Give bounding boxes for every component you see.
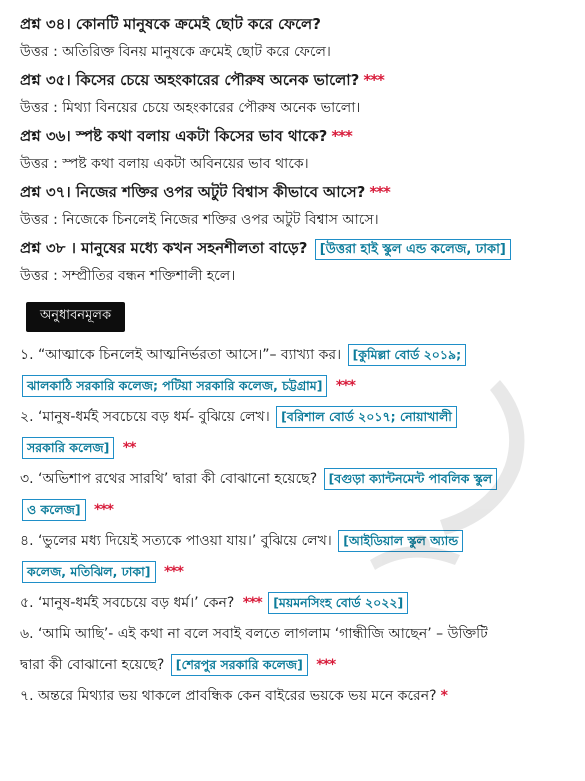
importance-stars: ***: [93, 502, 113, 518]
importance-stars: ***: [163, 564, 183, 580]
question-block-34: [20, 10, 568, 66]
answer-35: উত্তর : মিথ্যা বিনয়ের চেয়ে অহংকারের পৌরুষ অনেক ভালো।: [20, 100, 361, 116]
importance-stars: ***: [242, 595, 262, 611]
importance-stars: ***: [316, 657, 336, 673]
source-tag: [বগুড়া ক্যান্টনমেন্ট পাবলিক স্কুল: [324, 468, 497, 490]
document-page: [20, 10, 568, 712]
comprehension-item-3: [20, 464, 568, 526]
importance-stars: **: [122, 440, 136, 456]
source-tag: [আইডিয়াল স্কুল অ্যান্ড: [338, 530, 463, 552]
source-tag: [উত্তরা হাই স্কুল এন্ড কলেজ, ঢাকা]: [315, 239, 511, 260]
item-text: ২. ‘মানুষ-ধর্মই সবচেয়ে বড় ধর্ম- বুঝিয়ে লেখ।: [20, 409, 270, 425]
question-37-line: [20, 178, 568, 206]
importance-stars: ***: [369, 183, 390, 201]
item-text: ৪. ‘ভুলের মধ্য দিয়েই সত্যকে পাওয়া যায়।’ বুঝিয়ে লেখ।: [20, 533, 332, 549]
item-text: ৭. অন্তরে মিথ্যার ভয় থাকলে প্রাবন্ধিক কেন বাইরের ভয়কে ভয় মনে করেন?: [20, 688, 437, 704]
answer-38: উত্তর : সম্প্রীতির বন্ধন শক্তিশালী হলে।: [20, 268, 236, 284]
question-36-line: [20, 122, 568, 150]
importance-stars: ***: [335, 378, 355, 394]
comprehension-item-5: [20, 588, 568, 619]
item-text-cont: দ্বারা কী বোঝানো হয়েছে?: [20, 657, 165, 673]
answer-34: উত্তর : অতিরিক্ত বিনয় মানুষকে ক্রমেই ছোট করে ফেলে।: [20, 44, 331, 60]
question-block-35: [20, 66, 568, 122]
comprehension-item-2: [20, 402, 568, 464]
importance-stars: ***: [331, 127, 352, 145]
question-34: প্রশ্ন ৩৪। কোনটি মানুষকে ক্রমেই ছোট করে ফেলে?: [20, 15, 321, 33]
item-text: ৫. ‘মানুষ-ধর্মই সবচেয়ে বড় ধর্ম।’ কেন?: [20, 595, 235, 611]
question-block-36: [20, 122, 568, 178]
section-badge: অনুধাবনমূলক: [26, 302, 125, 332]
comprehension-item-1: [20, 340, 568, 402]
item-text: ৬. ‘আমি আছি’- এই কথা না বলে সবাই বলতে লাগলাম ‘গান্ধীজি আছেন’ – উক্তিটি: [20, 626, 488, 642]
comprehension-item-7: [20, 681, 568, 712]
question-38-line: [20, 234, 568, 262]
importance-stars: ***: [363, 71, 384, 89]
source-tag: [কুমিল্লা বোর্ড ২০১৯;: [348, 344, 467, 366]
comprehension-item-6: [20, 619, 568, 681]
question-35: প্রশ্ন ৩৫। কিসের চেয়ে অহংকারের পৌরুষ অনেক ভালো?: [20, 71, 360, 89]
answer-36: উত্তর : স্পষ্ট কথা বলায় একটা অবিনয়ের ভাব থাকে।: [20, 156, 309, 172]
answer-37: উত্তর : নিজেকে চিনলেই নিজের শক্তির ওপর অটুট বিশ্বাস আসে।: [20, 212, 379, 228]
source-tag: ঝালকাঠি সরকারি কলেজ; পটিয়া সরকারি কলেজ, চট্টগ্রাম]: [22, 375, 327, 397]
source-tag: ও কলেজ]: [22, 499, 86, 521]
question-block-38: [20, 234, 568, 290]
question-36: প্রশ্ন ৩৬। স্পষ্ট কথা বলায় একটা কিসের ভাব থাকে?: [20, 127, 328, 145]
source-tag: সরকারি কলেজ]: [22, 437, 114, 459]
question-38: প্রশ্ন ৩৮ । মানুষের মধ্যে কখন সহনশীলতা বাড়ে?: [20, 239, 308, 257]
importance-stars: *: [440, 688, 447, 704]
question-block-37: [20, 178, 568, 234]
source-tag: [শেরপুর সরকারি কলেজ]: [171, 654, 308, 676]
source-tag: [ময়মনসিংহ বোর্ড ২০২২]: [268, 592, 408, 614]
source-tag: [বরিশাল বোর্ড ২০১৭; নোয়াখালী: [276, 406, 457, 428]
item-text: ১. “আত্মাকে চিনলেই আত্মনির্ভরতা আসে।”– ব্যাখ্যা কর।: [20, 347, 342, 363]
comprehension-item-4: [20, 526, 568, 588]
item-text: ৩. ‘অভিশাপ রথের সারথি’ দ্বারা কী বোঝানো হয়েছে?: [20, 471, 318, 487]
question-35-line: [20, 66, 568, 94]
question-37: প্রশ্ন ৩৭। নিজের শক্তির ওপর অটুট বিশ্বাস কীভাবে আসে?: [20, 183, 366, 201]
source-tag: কলেজ, মতিঝিল, ঢাকা]: [22, 561, 156, 583]
